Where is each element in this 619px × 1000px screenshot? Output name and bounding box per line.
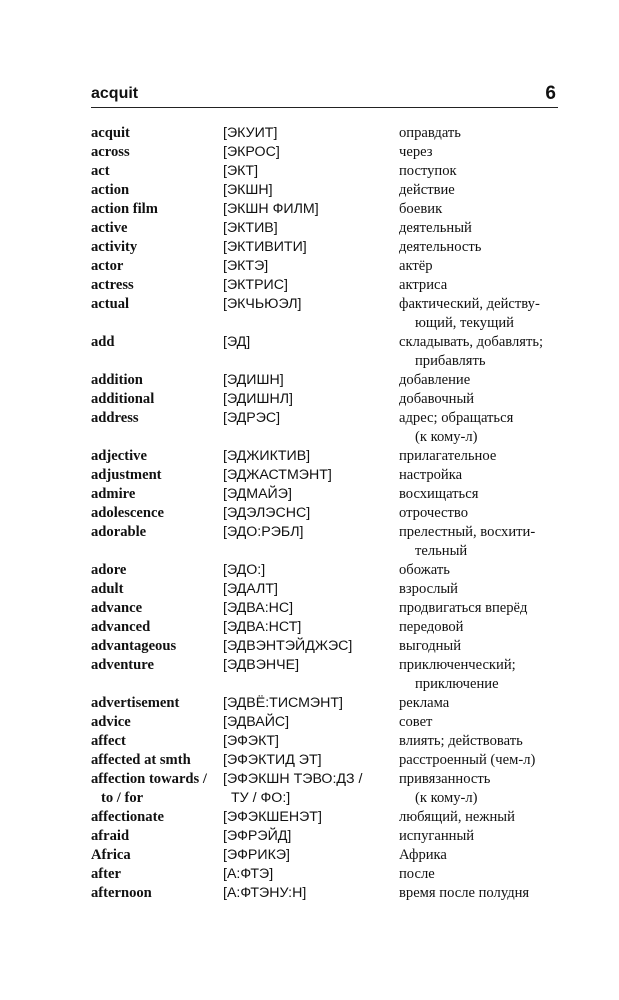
dictionary-entry — [91, 865, 561, 884]
dictionary-entry — [91, 846, 561, 865]
entry-translation-line: боевик — [399, 201, 443, 217]
entry-translation-line: актёр — [399, 258, 433, 274]
entry-word — [91, 219, 223, 238]
entry-translation-line: тельный — [415, 543, 468, 559]
entry-transcription-line: [ЭКУИТ] — [223, 125, 278, 141]
entry-translation — [399, 200, 559, 219]
entry-translation — [399, 599, 559, 618]
entry-word — [91, 846, 223, 865]
page-number: 6 — [545, 83, 556, 104]
dictionary-entry — [91, 447, 561, 466]
entry-translation — [399, 694, 559, 713]
entry-transcription — [223, 884, 399, 903]
entry-word — [91, 770, 223, 808]
entry-transcription-line: [ЭДВЭНЧЕ] — [223, 657, 300, 673]
entry-transcription — [223, 580, 399, 599]
entry-translation — [399, 751, 559, 770]
entry-translation — [399, 656, 559, 694]
entry-translation-line: после — [399, 866, 435, 882]
entry-transcription-line: [ЭДИШНЛ] — [223, 391, 293, 407]
entry-transcription — [223, 466, 399, 485]
entry-transcription-line: [ЭКТЭ] — [223, 258, 269, 274]
entry-word-line: actual — [91, 296, 130, 312]
entry-transcription — [223, 390, 399, 409]
dictionary-entry — [91, 827, 561, 846]
entry-word — [91, 162, 223, 181]
entry-translation — [399, 371, 559, 390]
entry-word-line: admire — [91, 486, 136, 502]
entry-translation-line: приключенческий; — [399, 657, 516, 673]
entry-transcription — [223, 846, 399, 865]
entry-translation-line: отрочество — [399, 505, 468, 521]
entry-translation — [399, 713, 559, 732]
entry-transcription — [223, 694, 399, 713]
entry-translation-line: актриса — [399, 277, 448, 293]
entry-word-line: afternoon — [91, 885, 152, 901]
entry-translation — [399, 770, 559, 808]
running-header — [91, 83, 558, 108]
entry-translation — [399, 504, 559, 523]
entry-word-line: adventure — [91, 657, 154, 673]
entry-translation-line: время после полудня — [399, 885, 530, 901]
entry-translation — [399, 333, 559, 371]
entry-translation-line: фактический, действу- — [399, 296, 540, 312]
entry-word-line: actor — [91, 258, 124, 274]
entry-word — [91, 656, 223, 694]
entry-transcription-line: [ЭФРЭЙД] — [223, 828, 292, 844]
dictionary-entries — [91, 124, 561, 903]
dictionary-entry — [91, 884, 561, 903]
entry-transcription-line: [ЭКТ] — [223, 163, 259, 179]
entry-translation-line: ющий, текущий — [415, 315, 514, 331]
entry-word — [91, 599, 223, 618]
entry-translation — [399, 732, 559, 751]
dictionary-entry — [91, 656, 561, 694]
dictionary-entry — [91, 390, 561, 409]
dictionary-entry — [91, 200, 561, 219]
entry-word — [91, 447, 223, 466]
dictionary-entry — [91, 238, 561, 257]
entry-word-line: adorable — [91, 524, 147, 540]
entry-translation-line: восхищаться — [399, 486, 479, 502]
entry-word — [91, 504, 223, 523]
entry-transcription-line: [ЭДВА:НС] — [223, 600, 294, 616]
entry-translation-line: поступок — [399, 163, 457, 179]
entry-translation-line: прибавлять — [415, 353, 486, 369]
entry-transcription-line: [ЭДРЭС] — [223, 410, 281, 426]
entry-word-line: adjustment — [91, 467, 162, 483]
entry-transcription — [223, 257, 399, 276]
entry-translation — [399, 827, 559, 846]
entry-word-line: adjective — [91, 448, 147, 464]
entry-transcription — [223, 656, 399, 694]
entry-word-line: add — [91, 334, 115, 350]
header-guide-word: acquit — [91, 85, 139, 102]
dictionary-entry — [91, 732, 561, 751]
entry-translation-line: прилагательное — [399, 448, 497, 464]
entry-translation — [399, 257, 559, 276]
entry-transcription-line: [ЭДЭЛЭСНС] — [223, 505, 311, 521]
entry-translation — [399, 162, 559, 181]
entry-transcription-line: [ЭДЖИКТИВ] — [223, 448, 311, 464]
entry-translation-line: деятельность — [399, 239, 482, 255]
entry-translation-line: складывать, добавлять; — [399, 334, 544, 350]
entry-translation — [399, 884, 559, 903]
entry-word — [91, 466, 223, 485]
entry-transcription-line: [ЭКШН ФИЛМ] — [223, 201, 319, 217]
entry-translation-line: влиять; действовать — [399, 733, 523, 749]
dictionary-entry — [91, 276, 561, 295]
entry-translation-line: адрес; обращаться — [399, 410, 514, 426]
entry-translation — [399, 447, 559, 466]
entry-word-line: address — [91, 410, 139, 426]
entry-transcription — [223, 732, 399, 751]
dictionary-entry — [91, 561, 561, 580]
entry-transcription-line: [ЭДМАЙЭ] — [223, 486, 292, 502]
dictionary-entry — [91, 618, 561, 637]
entry-word — [91, 295, 223, 333]
entry-translation-line: добавочный — [399, 391, 475, 407]
entry-transcription-line: [ЭДО:РЭБЛ] — [223, 524, 304, 540]
entry-word — [91, 618, 223, 637]
dictionary-entry — [91, 257, 561, 276]
entry-word-line: advanced — [91, 619, 151, 635]
entry-word — [91, 865, 223, 884]
entry-transcription-line: [ЭФЭКШЕНЭТ] — [223, 809, 322, 825]
entry-transcription — [223, 276, 399, 295]
dictionary-entry — [91, 580, 561, 599]
entry-transcription — [223, 770, 399, 808]
entry-transcription — [223, 485, 399, 504]
entry-transcription-line: [ЭДАЛТ] — [223, 581, 278, 597]
entry-word-line: adult — [91, 581, 124, 597]
entry-translation — [399, 409, 559, 447]
entry-translation — [399, 561, 559, 580]
dictionary-entry — [91, 409, 561, 447]
entry-word-line: advertisement — [91, 695, 180, 711]
entry-transcription-line: [ЭФЭКШН ТЭВО:ДЗ / — [223, 771, 363, 787]
entry-transcription-line: [А:ФТЭ] — [223, 866, 274, 882]
entry-transcription-line: [ЭКШН] — [223, 182, 273, 198]
entry-word — [91, 390, 223, 409]
entry-transcription — [223, 827, 399, 846]
entry-translation-line: (к кому-л) — [415, 429, 478, 445]
entry-transcription-line: [ЭКТРИС] — [223, 277, 288, 293]
entry-word-line: actress — [91, 277, 134, 293]
entry-transcription-line: ТУ / ФО:] — [231, 790, 291, 806]
entry-transcription-line: [ЭДО:] — [223, 562, 266, 578]
entry-translation — [399, 637, 559, 656]
entry-transcription-line: [ЭКРОС] — [223, 144, 280, 160]
entry-transcription-line: [ЭФРИКЭ] — [223, 847, 290, 863]
entry-transcription-line: [ЭКТИВ] — [223, 220, 278, 236]
entry-word — [91, 808, 223, 827]
entry-translation-line: реклама — [399, 695, 450, 711]
entry-transcription — [223, 181, 399, 200]
entry-word — [91, 371, 223, 390]
entry-translation — [399, 618, 559, 637]
entry-transcription — [223, 751, 399, 770]
entry-translation — [399, 466, 559, 485]
entry-translation-line: (к кому-л) — [415, 790, 478, 806]
entry-word-line: Africa — [91, 847, 131, 863]
entry-word — [91, 713, 223, 732]
entry-transcription — [223, 295, 399, 333]
entry-transcription — [223, 599, 399, 618]
entry-translation-line: добавление — [399, 372, 471, 388]
entry-translation — [399, 143, 559, 162]
entry-translation-line: Африка — [399, 847, 447, 863]
entry-transcription-line: [ЭДВЭНТЭЙДЖЭС] — [223, 638, 353, 654]
entry-translation — [399, 181, 559, 200]
entry-word-line: advice — [91, 714, 131, 730]
dictionary-entry — [91, 599, 561, 618]
entry-translation-line: взрослый — [399, 581, 458, 597]
entry-word-line: affection towards / — [91, 771, 207, 787]
dictionary-entry — [91, 770, 561, 808]
entry-transcription — [223, 143, 399, 162]
dictionary-entry — [91, 371, 561, 390]
entry-word-line: advance — [91, 600, 143, 616]
entry-transcription-line: [ЭФЭКТ] — [223, 733, 279, 749]
entry-translation-line: через — [399, 144, 433, 160]
entry-word — [91, 561, 223, 580]
entry-transcription — [223, 637, 399, 656]
entry-translation-line: испуганный — [399, 828, 475, 844]
entry-word-line: action — [91, 182, 130, 198]
entry-translation — [399, 124, 559, 143]
entry-word — [91, 732, 223, 751]
entry-translation — [399, 580, 559, 599]
entry-translation — [399, 238, 559, 257]
entry-word — [91, 333, 223, 371]
entry-transcription-line: [ЭДВЁ:ТИСМЭНТ] — [223, 695, 343, 711]
entry-word-line: action film — [91, 201, 158, 217]
entry-transcription — [223, 713, 399, 732]
entry-word — [91, 751, 223, 770]
entry-translation — [399, 846, 559, 865]
entry-word — [91, 409, 223, 447]
entry-translation-line: выгодный — [399, 638, 462, 654]
entry-translation — [399, 523, 559, 561]
entry-word — [91, 694, 223, 713]
entry-word — [91, 523, 223, 561]
entry-word — [91, 238, 223, 257]
entry-transcription — [223, 333, 399, 371]
dictionary-entry — [91, 466, 561, 485]
entry-word-line: active — [91, 220, 128, 236]
dictionary-entry — [91, 485, 561, 504]
entry-transcription-line: [ЭДВАЙС] — [223, 714, 290, 730]
entry-translation — [399, 808, 559, 827]
entry-transcription — [223, 162, 399, 181]
entry-transcription — [223, 124, 399, 143]
entry-word-line: across — [91, 144, 130, 160]
dictionary-entry — [91, 504, 561, 523]
entry-word-line: advantageous — [91, 638, 177, 654]
entry-translation-line: деятельный — [399, 220, 472, 236]
entry-translation — [399, 390, 559, 409]
entry-word-line: activity — [91, 239, 138, 255]
entry-word — [91, 200, 223, 219]
entry-transcription — [223, 409, 399, 447]
entry-transcription-line: [ЭКЧЬЮЭЛ] — [223, 296, 302, 312]
dictionary-entry — [91, 713, 561, 732]
entry-word — [91, 884, 223, 903]
entry-transcription — [223, 808, 399, 827]
entry-word — [91, 124, 223, 143]
dictionary-entry — [91, 124, 561, 143]
entry-transcription — [223, 200, 399, 219]
entry-translation-line: продвигаться вперёд — [399, 600, 528, 616]
entry-word — [91, 580, 223, 599]
entry-transcription-line: [ЭД] — [223, 334, 251, 350]
dictionary-entry — [91, 637, 561, 656]
entry-word — [91, 143, 223, 162]
entry-word-line: after — [91, 866, 121, 882]
dictionary-entry — [91, 219, 561, 238]
entry-word — [91, 276, 223, 295]
entry-word-line: addition — [91, 372, 143, 388]
entry-transcription-line: [ЭДВА:НСТ] — [223, 619, 302, 635]
entry-translation-line: приключение — [415, 676, 499, 692]
dictionary-entry — [91, 143, 561, 162]
entry-translation-line: прелестный, восхити- — [399, 524, 536, 540]
entry-translation — [399, 485, 559, 504]
entry-word-line: adolescence — [91, 505, 164, 521]
entry-transcription-line: [А:ФТЭНУ:Н] — [223, 885, 307, 901]
entry-word — [91, 637, 223, 656]
entry-translation — [399, 865, 559, 884]
entry-transcription — [223, 371, 399, 390]
entry-translation-line: любящий, нежный — [399, 809, 515, 825]
entry-transcription-line: [ЭДИШН] — [223, 372, 284, 388]
entry-word — [91, 827, 223, 846]
entry-transcription — [223, 618, 399, 637]
entry-word — [91, 485, 223, 504]
entry-word-line: to / for — [101, 790, 144, 806]
dictionary-entry — [91, 333, 561, 371]
entry-translation-line: привязанность — [399, 771, 491, 787]
entry-translation-line: передовой — [399, 619, 464, 635]
entry-word — [91, 257, 223, 276]
entry-translation — [399, 276, 559, 295]
entry-word — [91, 181, 223, 200]
entry-word-line: act — [91, 163, 110, 179]
entry-transcription — [223, 238, 399, 257]
entry-word-line: affectionate — [91, 809, 164, 825]
entry-translation — [399, 295, 559, 333]
entry-transcription — [223, 561, 399, 580]
entry-translation-line: действие — [399, 182, 455, 198]
entry-word-line: affect — [91, 733, 126, 749]
entry-translation-line: оправдать — [399, 125, 461, 141]
entry-translation-line: расстроенный (чем-л) — [399, 752, 536, 768]
entry-transcription-line: [ЭКТИВИТИ] — [223, 239, 307, 255]
entry-word-line: afraid — [91, 828, 130, 844]
entry-word-line: adore — [91, 562, 127, 578]
entry-transcription-line: [ЭФЭКТИД ЭТ] — [223, 752, 322, 768]
entry-word-line: acquit — [91, 125, 130, 141]
entry-word-line: affected at smth — [91, 752, 191, 768]
entry-transcription — [223, 447, 399, 466]
entry-transcription-line: [ЭДЖАСТМЭНТ] — [223, 467, 332, 483]
dictionary-entry — [91, 808, 561, 827]
dictionary-entry — [91, 523, 561, 561]
entry-transcription — [223, 865, 399, 884]
entry-translation-line: обожать — [399, 562, 450, 578]
dictionary-entry — [91, 181, 561, 200]
dictionary-entry — [91, 295, 561, 333]
entry-transcription — [223, 219, 399, 238]
entry-translation-line: совет — [399, 714, 433, 730]
entry-transcription — [223, 504, 399, 523]
entry-translation — [399, 219, 559, 238]
dictionary-entry — [91, 694, 561, 713]
dictionary-entry — [91, 162, 561, 181]
dictionary-entry — [91, 751, 561, 770]
entry-word-line: additional — [91, 391, 155, 407]
entry-translation-line: настройка — [399, 467, 463, 483]
entry-transcription — [223, 523, 399, 561]
